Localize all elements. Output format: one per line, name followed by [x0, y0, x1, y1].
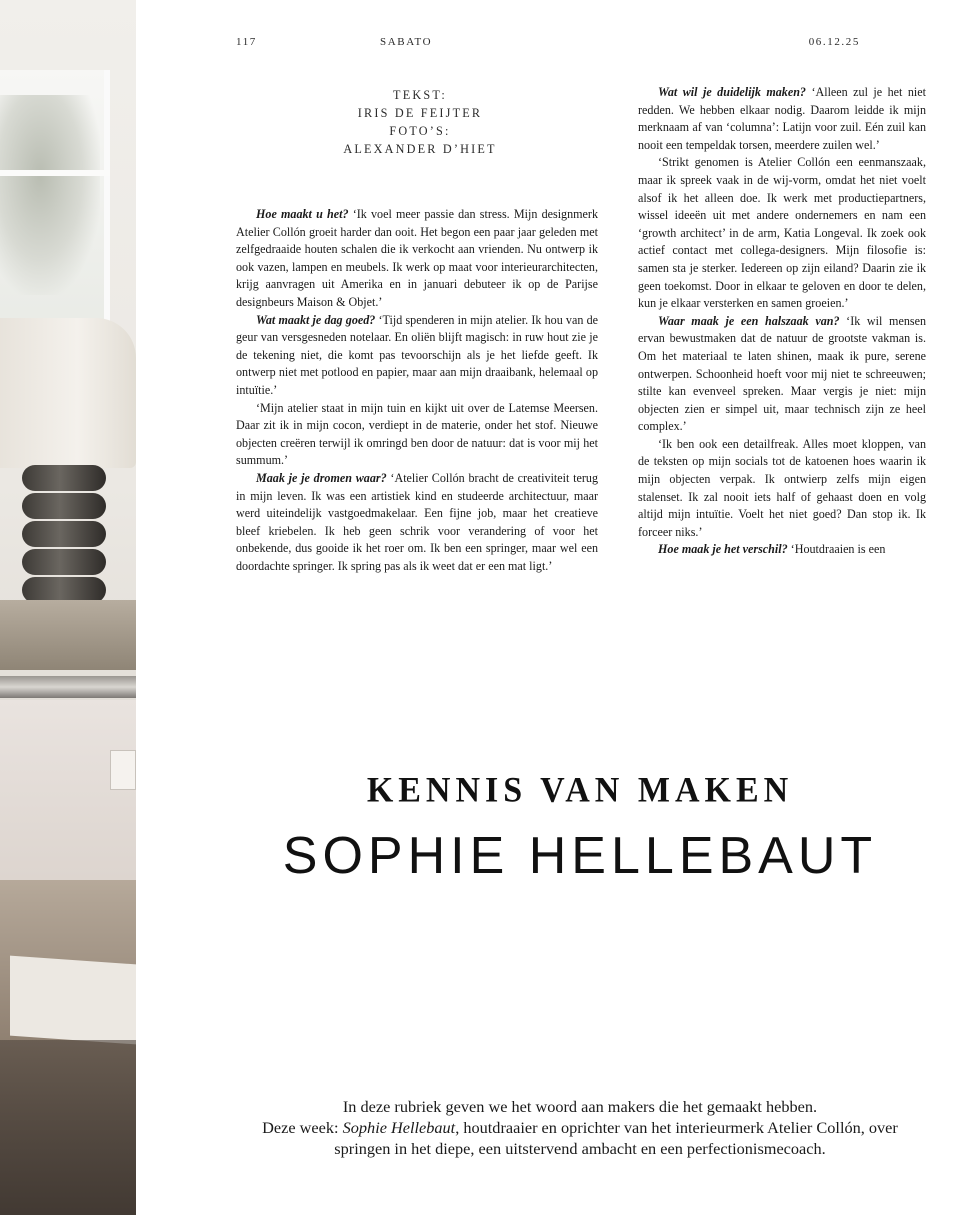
answer: ‘Alleen zul je het niet redden. We hebben elkaar nodig. Daarom leidde ik mijn merknaam af van ‘columna’: Latijn voor zuil. Eén zuil kan nooit een tempeldak torsen, meerdere zuilen wel.’	[638, 85, 927, 152]
answer: ‘Ik ben ook een detailfreak. Alles moet kloppen, van de teksten op mijn socials tot de katoenen hoes waarin ik mijn objecten verpak. Ik ontwierp zelfs mijn eigen stalenset. Ik zal nooit iets half of gehaast doen en volg altijd mijn intuïtie. Voelt het niet goed? Dan stop ik. Ik forceer niks.’	[638, 436, 926, 539]
photo-author: ALEXANDER D’HIET	[343, 142, 497, 156]
text-author: IRIS DE FEIJTER	[357, 106, 483, 120]
answer: ‘Mijn atelier staat in mijn tuin en kijkt uit over de Latemse Meersen. Daar zit ik in mijn cocon, verdiept in de materie, onder het stof. Nieuwe objecten creëren terwijl ik omringd ben door de natuur: dat is voor mij het summum.’	[236, 400, 598, 468]
intro-name: Sophie Hellebaut	[342, 1118, 456, 1137]
text-label: TEKST:	[393, 88, 447, 102]
tree-outside	[0, 95, 100, 295]
metal-rail	[0, 676, 136, 698]
section-name: SABATO	[380, 36, 433, 48]
interior-photo	[0, 0, 136, 1215]
section-kicker: KENNIS VAN MAKEN	[366, 771, 794, 810]
intro-line-1: In deze rubriek geven we het woord aan makers die het gemaakt hebben.	[342, 1097, 818, 1116]
question: Wat wil je duidelijk maken?	[658, 85, 806, 99]
question: Wat maakt je dag goed?	[256, 312, 376, 327]
window-mullion	[0, 170, 110, 176]
intro-text	[230, 1096, 930, 1159]
intro-suffix: , houtdraaier en oprichter van het interieurmerk Atelier Collón, over	[455, 1118, 898, 1137]
intro-line-3: springen in het diepe, een uitstervend ambacht en een perfectionismecoach.	[334, 1139, 826, 1158]
headline-name: SOPHIE HELLEBAUT	[282, 827, 878, 885]
answer: ‘Houtdraaien is een	[787, 542, 886, 557]
paragraph	[638, 84, 926, 154]
paragraph	[236, 312, 598, 400]
question: Maak je je dromen waar?	[256, 470, 387, 485]
credits	[280, 86, 560, 158]
article-column-left	[236, 206, 598, 575]
foreground-blur	[0, 1040, 136, 1215]
paragraph	[638, 313, 926, 436]
issue-date: 06.12.25	[808, 36, 860, 48]
photo-label: FOTO’S:	[389, 124, 451, 138]
intro-prefix: Deze week:	[262, 1118, 343, 1137]
answer: ‘Tijd spenderen in mijn atelier. Ik hou van de geur van versgesneden notelaar. En oliën blijft magisch: in ruw hout zie je de tekening niet, die komt pas tevoorschijn als je het liefde geeft. Ik ontwerp niet met potlood en papier, maar aan mijn draaibank, helemaal op intuïtie.’	[236, 312, 598, 397]
question: Waar maak je een halszaak van?	[658, 313, 840, 328]
wooden-lamp-base	[22, 465, 106, 605]
answer: ‘Strikt genomen is Atelier Collón een eenmanszaak, maar ik spreek vaak in de wij-vorm, omdat het niet voelt alsof ik het alleen doe. Ik werk met productiepartners, wissel ideeën uit met andere ondernemers en nam een ‘growth architect’ in de arm, Katia Longeval. Ik zoek ook actief contact met collega-designers. Mijn filosofie is: samen sta je sterker. Iedereen op zijn eiland? Daarin zie ik geen toekomst. Door in elkaar te geloven en door te delen, kun je elkaar versterken en samen groeien.’	[638, 155, 926, 311]
article-column-right	[638, 84, 926, 559]
page-number: 117	[236, 36, 257, 48]
paper-sheet	[10, 956, 136, 1045]
paragraph	[236, 470, 598, 576]
paragraph	[638, 154, 926, 312]
answer: ‘Ik wil mensen ervan bewustmaken dat de natuur de grootste vakman is. Om het materiaal te laten shinen, maak ik pure, serene ontwerpen. Schoonheid hoeft voor mij niet te schreeuwen; stilte kan evenveel spreken. Maar vergis je niet: mijn objecten zien er simpel uit, maar technisch zijn ze heel complex.’	[638, 313, 926, 434]
answer: ‘Atelier Collón bracht de creativiteit terug in mijn leven. Ik was een artistiek kind en studeerde architectuur, maar werd uiteindelijk vastgoedmakelaar. Een fijne job, maar het creatieve bleef kriebelen. Ik heb geen schrik voor verandering of voor het onbekende, dus gooide ik het roer om. Ik ben een springer, maar wel een doordachte springer. Ik spring pas als ik weet dat er een mat ligt.’	[236, 470, 598, 573]
answer: ‘Ik voel meer passie dan stress. Mijn designmerk Atelier Collón groeit harder dan ooit. Het begon een paar jaar geleden met zelfgedraaide houten schalen die ik verkocht aan vrienden. Nu ontwerp ik ook vazen, lampen en meubels. Ik werk op maat voor interieurarchitecten, krijg aanvragen uit Amerika en in januari debuteer ik op de Parijse designbeurs Maison & Objet.’	[236, 207, 598, 309]
question: Hoe maak je het verschil?	[658, 542, 788, 557]
intro-line-2	[230, 1117, 930, 1138]
paragraph	[236, 400, 598, 470]
paragraph	[236, 206, 598, 312]
wooden-table	[0, 600, 136, 670]
paragraph	[638, 541, 926, 559]
question: Hoe maakt u het?	[256, 207, 349, 221]
lamp-shade	[0, 318, 136, 468]
paragraph	[638, 436, 926, 542]
